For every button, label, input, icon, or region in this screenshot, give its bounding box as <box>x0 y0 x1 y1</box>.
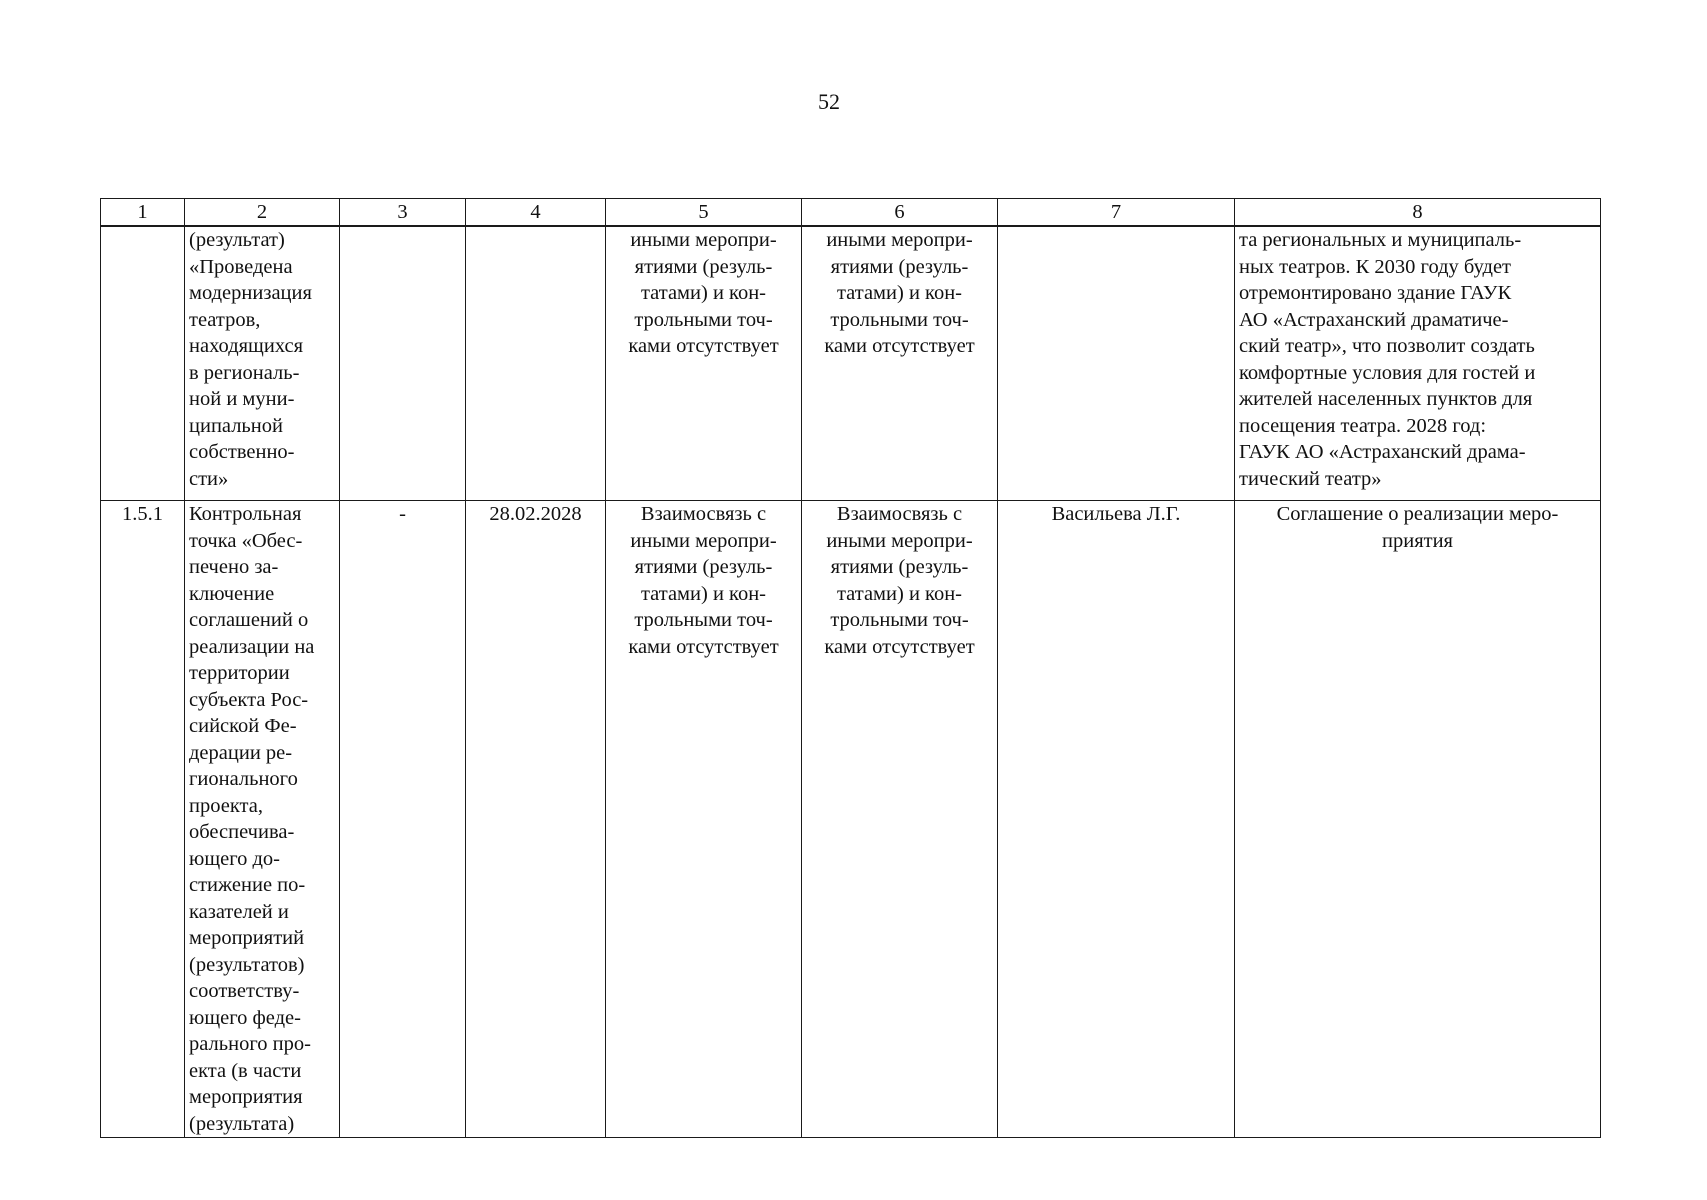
column-header-8: 8 <box>1235 199 1601 227</box>
page-number: 52 <box>818 89 840 114</box>
cell-end-date: 28.02.2028 <box>466 501 606 1138</box>
table-row <box>101 226 1601 501</box>
table-row <box>101 501 1601 1138</box>
cell-start-date: - <box>340 501 466 1138</box>
cell-end-date <box>466 226 606 501</box>
column-header-2: 2 <box>185 199 340 227</box>
cell-predecessors: Взаимосвязь с иными меропри- ятиями (резуль- татами) и кон- трольными точ- ками отсутствует <box>606 501 802 1138</box>
cell-result-description: та региональных и муниципаль- ных театров. К 2030 году будет отремонтировано здание ГАУК АО «Астраханский драматиче- ский театр», что позволит создать комфортные условия для гостей и жителей населенных пунктов для посещения театра. 2028 год: ГАУК АО «Астраханский драма- тический театр» <box>1235 226 1601 501</box>
cell-successors: Взаимосвязь с иными меропри- ятиями (резуль- татами) и кон- трольными точ- ками отсутствует <box>802 501 998 1138</box>
cell-number: 1.5.1 <box>101 501 185 1138</box>
column-header-3: 3 <box>340 199 466 227</box>
cell-predecessors: иными меропри- ятиями (резуль- татами) и кон- трольными точ- ками отсутствует <box>606 226 802 501</box>
cell-start-date <box>340 226 466 501</box>
cell-responsible: Васильева Л.Г. <box>998 501 1235 1138</box>
header-row <box>101 199 1601 227</box>
column-header-7: 7 <box>998 199 1235 227</box>
cell-successors: иными меропри- ятиями (резуль- татами) и кон- трольными точ- ками отсутствует <box>802 226 998 501</box>
cell-responsible <box>998 226 1235 501</box>
cell-name: (результат) «Проведена модернизация театров, находящихся в региональ- ной и муни- ципальной собственно- сти» <box>185 226 340 501</box>
column-header-6: 6 <box>802 199 998 227</box>
column-header-1: 1 <box>101 199 185 227</box>
column-header-4: 4 <box>466 199 606 227</box>
cell-name: Контрольная точка «Обес- печено за- ключение соглашений о реализации на территории субъекта Рос- сийской Фе- дерации ре- гионального проекта, обеспечива- ющего до- стижение по- казателей и мероприятий (результатов) соответству- ющего феде- рального про- екта (в части мероприятия (результата) <box>185 501 340 1138</box>
measures-table <box>100 198 1601 1138</box>
cell-result-description: Соглашение о реализации меро- приятия <box>1235 501 1601 1138</box>
column-header-5: 5 <box>606 199 802 227</box>
cell-number <box>101 226 185 501</box>
